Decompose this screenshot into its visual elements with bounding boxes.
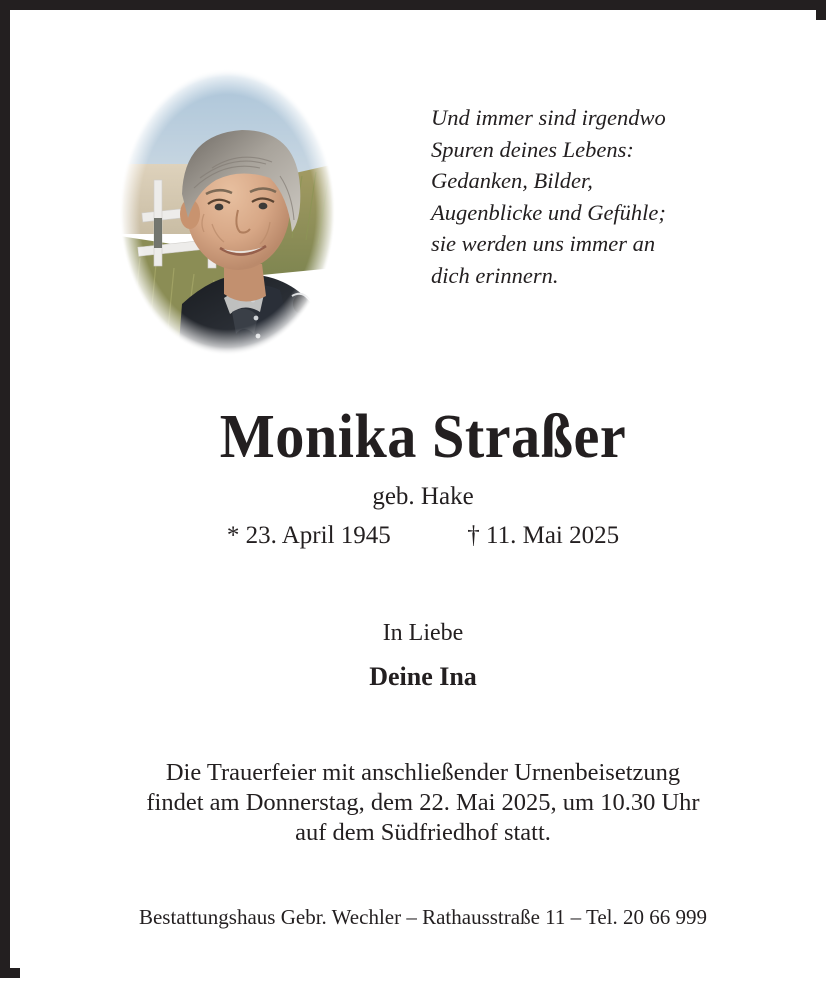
deceased-maiden-name: geb. Hake xyxy=(372,483,474,510)
service-line-1: Die Trauerfeier mit anschließender Urnenbeisetzung xyxy=(165,759,681,786)
dedication-intro: In Liebe xyxy=(382,620,464,646)
memorial-poem xyxy=(431,102,761,291)
poem-line-5: sie werden uns immer an xyxy=(431,231,656,256)
birth-symbol: * xyxy=(226,522,240,549)
poem-line-2: Spuren deines Lebens: xyxy=(431,136,634,162)
service-line-3: auf dem Südfriedhof statt. xyxy=(295,819,551,846)
portrait-container xyxy=(120,68,335,356)
poem-line-1: Und immer sind irgendwo xyxy=(431,105,666,130)
poem-line-3: Gedanken, Bilder, xyxy=(431,168,593,193)
service-line-2: findet am Donnerstag, dem 22. Mai 2025, um 10.30 Uhr xyxy=(146,789,700,816)
notice-inner-area xyxy=(20,20,826,978)
portrait-image xyxy=(120,68,335,356)
funeral-service-details xyxy=(80,758,766,848)
poem-line-4: Augenblicke und Gefühle; xyxy=(431,199,666,225)
death-date: 11. Mai 2025 xyxy=(486,522,620,549)
death-symbol: † xyxy=(467,522,480,549)
deceased-name: Monika Straßer xyxy=(219,403,627,471)
birth-date: 23. April 1945 xyxy=(245,522,391,549)
poem-line-6: dich erinnern. xyxy=(431,262,559,288)
life-dates xyxy=(20,520,826,552)
dedication-signature: Deine Ina xyxy=(369,662,477,691)
portrait-photo xyxy=(120,68,335,356)
funeral-home-footer: Bestattungshaus Gebr. Wechler – Rathausstraße 11 – Tel. 20 66 999 xyxy=(138,905,707,929)
